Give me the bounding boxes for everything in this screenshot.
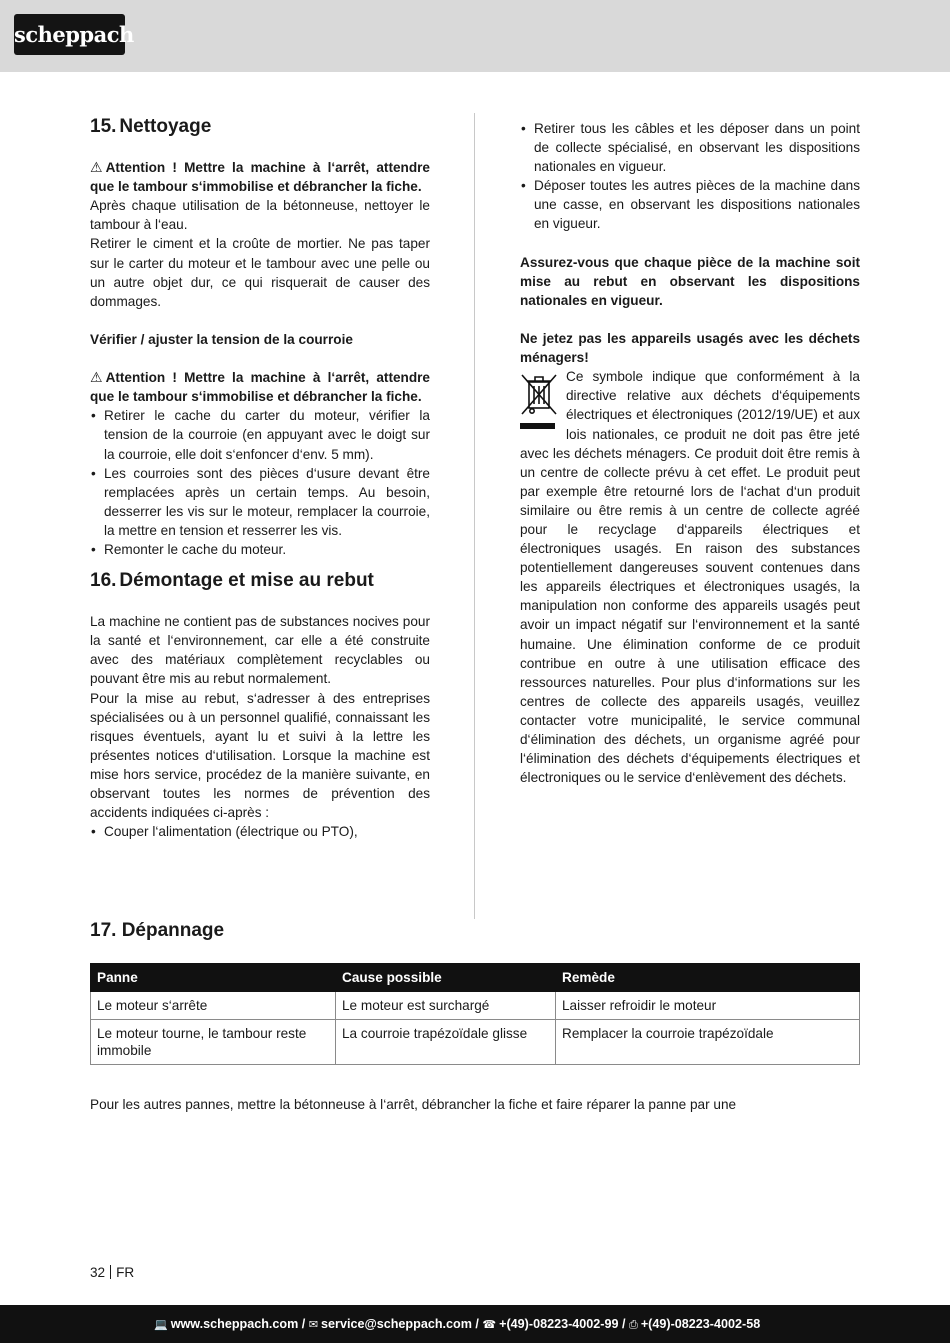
disposal-paragraph-1: La machine ne contient pas de substances nocives pour la santé et l‘environnement, car elle a été construite avec des matériaux complètement recyclables ou pouvant être mis au rebut normalement. [90, 614, 430, 687]
disposal-steps-list-continued [520, 119, 860, 234]
mail-icon: ✉ [308, 1319, 319, 1331]
crossed-out-bin-icon [520, 371, 560, 429]
fax-icon: ⎙ [629, 1319, 638, 1331]
after-table-text: Pour les autres pannes, mettre la bétonneuse à l‘arrêt, débrancher la fiche et faire réparer la panne par une [90, 1097, 737, 1112]
cleaning-paragraph-1: Après chaque utilisation de la bétonneuse, nettoyer le tambour à l‘eau. [90, 198, 430, 233]
warning-triangle-icon: ⚠ [90, 159, 103, 176]
list-item: • Déposer toutes les autres pièces de la machine dans une casse, en observant les dispositions nationales en vigueur. [520, 176, 860, 233]
table-row [91, 1020, 860, 1065]
column-divider [474, 113, 475, 919]
table-cell: La courroie trapézoïdale glisse [336, 1020, 556, 1065]
list-item: • Retirer tous les câbles et les déposer dans un point de collecte spécialisé, en observant les dispositions nationales en vigueur. [520, 119, 860, 176]
section-16-heading: 16. Démontage et mise au rebut [90, 570, 374, 592]
warning-1: ⚠ Attention ! Mettre la machine à l‘arrêt, attendre que le tambour s‘immobilise et débrancher la fiche. [90, 159, 430, 195]
table-cell: Le moteur est surchargé [336, 992, 556, 1020]
warning-triangle-icon: ⚠ [90, 369, 103, 386]
computer-icon: 💻 [154, 1319, 168, 1331]
footer-phone: +(49)-08223-4002-99 [499, 1317, 619, 1331]
scheppach-logo: scheppach [14, 14, 125, 55]
weee-block [520, 367, 860, 787]
section-15-heading: 15. Nettoyage [90, 116, 212, 137]
table-cell: Le moteur s‘arrête [91, 992, 336, 1020]
right-column [520, 119, 860, 787]
table-cell: Le moteur tourne, le tambour reste immobile [91, 1020, 336, 1065]
list-item: • Retirer le cache du carter du moteur, vérifier la tension de la courroie (en appuyant avec le doigt sur la courroie, elle doit s‘enfoncer d‘env. 5 mm). [90, 406, 430, 463]
column-header-remede: Remède [556, 964, 860, 992]
disposal-paragraph-2: Pour la mise au rebut, s‘adresser à des entreprises spécialisées ou à un personnel qualifié, connaissant les risques éventuels, ayant lu et suivi à la lettre les présentes notices d‘utilisation. Lorsque la machine est mise hors service, procédez de la manière suivante, en observant toutes les normes de prévention des accidents indiquées ci-après : [90, 690, 430, 821]
table-cell: Remplacer la courroie trapézoïdale [556, 1020, 860, 1065]
belt-steps-list [90, 406, 430, 559]
footer-contact: 💻 www.scheppach.com / ✉ service@scheppach.com / ☎ +(49)-08223-4002-99 / ⎙ +(49)-08223-4002-58 [154, 1305, 760, 1344]
list-item: • Couper l‘alimentation (électrique ou PTO), [90, 822, 430, 841]
footer-email-link[interactable]: service@scheppach.com [321, 1317, 472, 1331]
table-row [91, 992, 860, 1020]
footer-web-link[interactable]: www.scheppach.com [170, 1317, 299, 1331]
cleaning-paragraph-2: Retirer le ciment et la croûte de mortier. Ne pas taper sur le carter du moteur et le tambour avec une pelle ou un autre objet dur, ce qui risquerait de causer des dommages. [90, 236, 430, 309]
household-waste-notice: Ne jetez pas les appareils usagés avec les déchets ménagers! [520, 331, 860, 366]
column-header-panne: Panne [91, 964, 336, 992]
column-header-cause: Cause possible [336, 964, 556, 992]
footer-fax: +(49)-08223-4002-58 [640, 1317, 761, 1331]
belt-tension-subheading: Vérifier / ajuster la tension de la courroie [90, 331, 353, 347]
table-header-row [91, 964, 860, 992]
page-separator [110, 1265, 111, 1279]
table-cell: Laisser refroidir le moteur [556, 992, 860, 1020]
list-item: • Les courroies sont des pièces d‘usure devant être remplacées après un certain temps. Au besoin, desserrer les vis sur le moteur, remplacer la courroie, la mettre en tension et resserrer les vis. [90, 464, 430, 540]
phone-icon: ☎ [482, 1319, 497, 1331]
header-band [0, 0, 950, 72]
section-17-heading: 17. Dépannage [90, 920, 225, 941]
left-column [90, 115, 430, 841]
list-item: • Remonter le cache du moteur. [90, 540, 430, 559]
troubleshooting-table [90, 963, 860, 1065]
disposal-notice: Assurez-vous que chaque pièce de la machine soit mise au rebut en observant les dispositions nationales en vigueur. [520, 254, 860, 308]
page-number: 32 FR [90, 1265, 135, 1280]
warning-2: ⚠ Attention ! Mettre la machine à l‘arrêt, attendre que le tambour s‘immobilise et débrancher la fiche. [90, 369, 430, 405]
weee-paragraph: Ce symbole indique que conformément à la directive relative aux déchets d‘équipements électriques et électroniques (2012/19/UE) et aux lois nationales, ce produit ne doit pas être jeté avec les déchets ménagers. Ce produit doit être remis à un centre de collecte prévu à cet effet. Le produit peut par exemple être retourné lors de l‘achat d‘un produit similaire ou être remis à un centre de collecte agréé pour le recyclage d‘appareils électriques et électroniques usagés. En raison des substances potentiellement dangereuses souvent contenues dans les appareils électriques et électroniques usagés, la manipulation non conforme des appareils usagés peut avoir un impact négatif sur l‘environnement et la santé humaine. Une élimination conforme de ce produit contribue en outre à une utilisation efficace des ressources naturelles. Pour plus d‘informations sur les centres de collecte des appareils usagés, veuillez contacter votre municipalité, le service communal d‘élimination des déchets, un organisme agréé pour l‘élimination des déchets d‘équipements électriques et électroniques ou le service d‘enlèvement des déchets. [520, 369, 860, 786]
section-17 [90, 919, 860, 1065]
disposal-steps-list [90, 822, 430, 841]
footer-band [0, 1305, 950, 1343]
weee-bar [520, 423, 555, 429]
